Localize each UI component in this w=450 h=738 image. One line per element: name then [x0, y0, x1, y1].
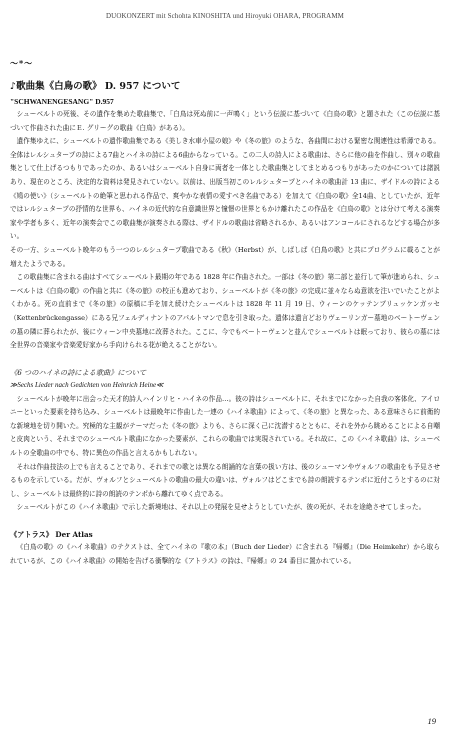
section-title-schwanengesang: ♪歌曲集《白鳥の歌》 D. 957 について [10, 81, 181, 92]
running-header: DUOKONZERT mit Schohta KINOSHITA und Hiroyuki OHARA, PROGRAMM [106, 12, 344, 20]
page-number: 19 [427, 716, 436, 726]
section-subtitle-schwanengesang: "SCHWANENGESANG" D.957 [10, 97, 114, 106]
paragraph: この歌曲集に含まれる曲はすべてシューベルト最期の年である 1828 年に作曲された。一部は《冬の旅》第二部と並行して筆が進められ、シューベルトは《白鳥の歌》の作曲と共に《冬の旅》の校正も進めており、シューベルトが《冬の旅》の完成に並々ならぬ意欲を注いでいたことがよくわかる。死の直前まで《冬の旅》の原稿に手を加え続けたシューベルトは 1828 年 11 月 19 日、ウィーンのケッテンブリュッケンガッセ（Kettenbrückengasse）にある兄フェルディナントのアパルトマンで息を引き取った。遺体は遺言どおりヴェーリンガー墓地のベートーヴェンの墓の隣に葬られたが、後にウィーン中央墓地に改葬された。ここに、今でもベートーヴェンと並んでシューベルトは眠っており、彼らの墓には全世界の音楽家や音楽愛好家から手向けられる花が絶えることがない。 [10, 273, 440, 350]
paragraph: シューベルトが晩年に出会った天才的詩人ハインリヒ・ハイネの作品…。彼の詩はシューベルトに、それまでになかった自我の客体化、アイロニーといった要素を持ち込み、シューベルトは最晩年に作曲した一連の《ハイネ歌曲》によって、《冬の旅》と異なった、ある意味さらに前衛的な新境地を切り開いた。究極的な主観がテーマだった《冬の旅》よりも、さらに深く己に沈潜するとともに、それを外から眺めることによる自嘲と皮肉という、それまでのシューベルト歌曲になかった要素が、これらの歌曲では実現されている。それ故に、この《ハイネ歌曲》は、シューベルトの全歌曲の中でも、特に異色の作品と言えるかもしれない。 [10, 394, 440, 458]
section-subtitle-heine: ≫Sechs Lieder nach Gedichten von Heinrich Heine≪ [10, 380, 164, 389]
section-title-heine: 《6 つのハイネの詩による歌曲》について [10, 367, 147, 377]
paragraph: 遺作集ゆえに、シューベルトの遺作歌曲集である《美しき水車小屋の娘》や《冬の旅》のような、各曲間における緊密な関連性は希薄である。全体はレルシュタープの詩による7曲とハイネの詩による6曲からなっている。この二人の詩人による歌曲は、さらに他の曲を作曲し、別々の歌曲集として仕上げるつもりであったのか、あるいはシューベルト自身に両者を一体とした歌曲集としてまとめるつもりがあったのかについては諸説あり、現在のところ、決定的な資料は発見されていない。以前は、出版当初このレルシュタープとハイネの歌曲計 13 曲に、ザイドルの詩による《鳩の使い》（シューベルトの絶筆と思われる作品で、爽やかな表情の愛すべき名曲である）を加えて《白鳥の歌》全14曲、としていたが、近年ではレルシュタープの抒情的な世界も、ハイネの近代的な自意識世界と憧憬の世界ともかけ離れたこの作品を《白鳥の歌》とは分けて考える演奏家や学者も多く、近年の演奏会でこの歌曲集が演奏される際は、ザイドルの歌曲は省略されるか、あるいはアンコールにされるなどする場合が多い。 [10, 137, 440, 241]
section-title-atlas: 《アトラス》 Der Atlas [10, 530, 93, 540]
paragraph: その一方、シューベルト晩年のもう一つのレルシュタープ歌曲である《秋》（Herbst）が、しばしば《白鳥の歌》と共にプログラムに載ることが増えたようである。 [10, 245, 440, 268]
paragraph: 《白鳥の歌》の《ハイネ歌曲》のテクストは、全てハイネの『歌の本』（Buch der Lieder）に含まれる『帰郷』（Die Heimkehr）から取られているが、この《ハイネ歌曲》の開始を告げる衝撃的な《アトラス》の詩は、『帰郷』の 24 番目に置かれている。 [10, 543, 440, 565]
section-ornament: ～*～ [10, 58, 34, 68]
page-body [10, 58, 440, 568]
paragraph: シューベルトがこの《ハイネ歌曲》で示した新境地は、それ以上の発展を見せようとしていたが、彼の死が、それを途絶させてしまった。 [16, 503, 426, 512]
paragraph: シューベルトの死後、その遺作を集めた歌曲集で、「白鳥は死ぬ前に一声鳴く」という伝説に基づいて《白鳥の歌》と題された（この伝説に基づいて作曲された曲にＥ. グリーグの歌曲《白鳥》がある）。 [10, 110, 440, 132]
paragraph: それは作曲技法の上でも言えることであり、それまでの歌とは異なる朗誦的な言葉の扱い方は、後のシューマンやヴォルフの歌曲をも予見させるものを示している。だが、ヴォルフとシューベルトの歌曲の最大の違いは、ヴォルフはどこまでも詩の朗読するテンポに近付こうとするのに対し、シューベルトは最終的に詩の朗読のテンポから離れてゆく点である。 [10, 462, 440, 498]
